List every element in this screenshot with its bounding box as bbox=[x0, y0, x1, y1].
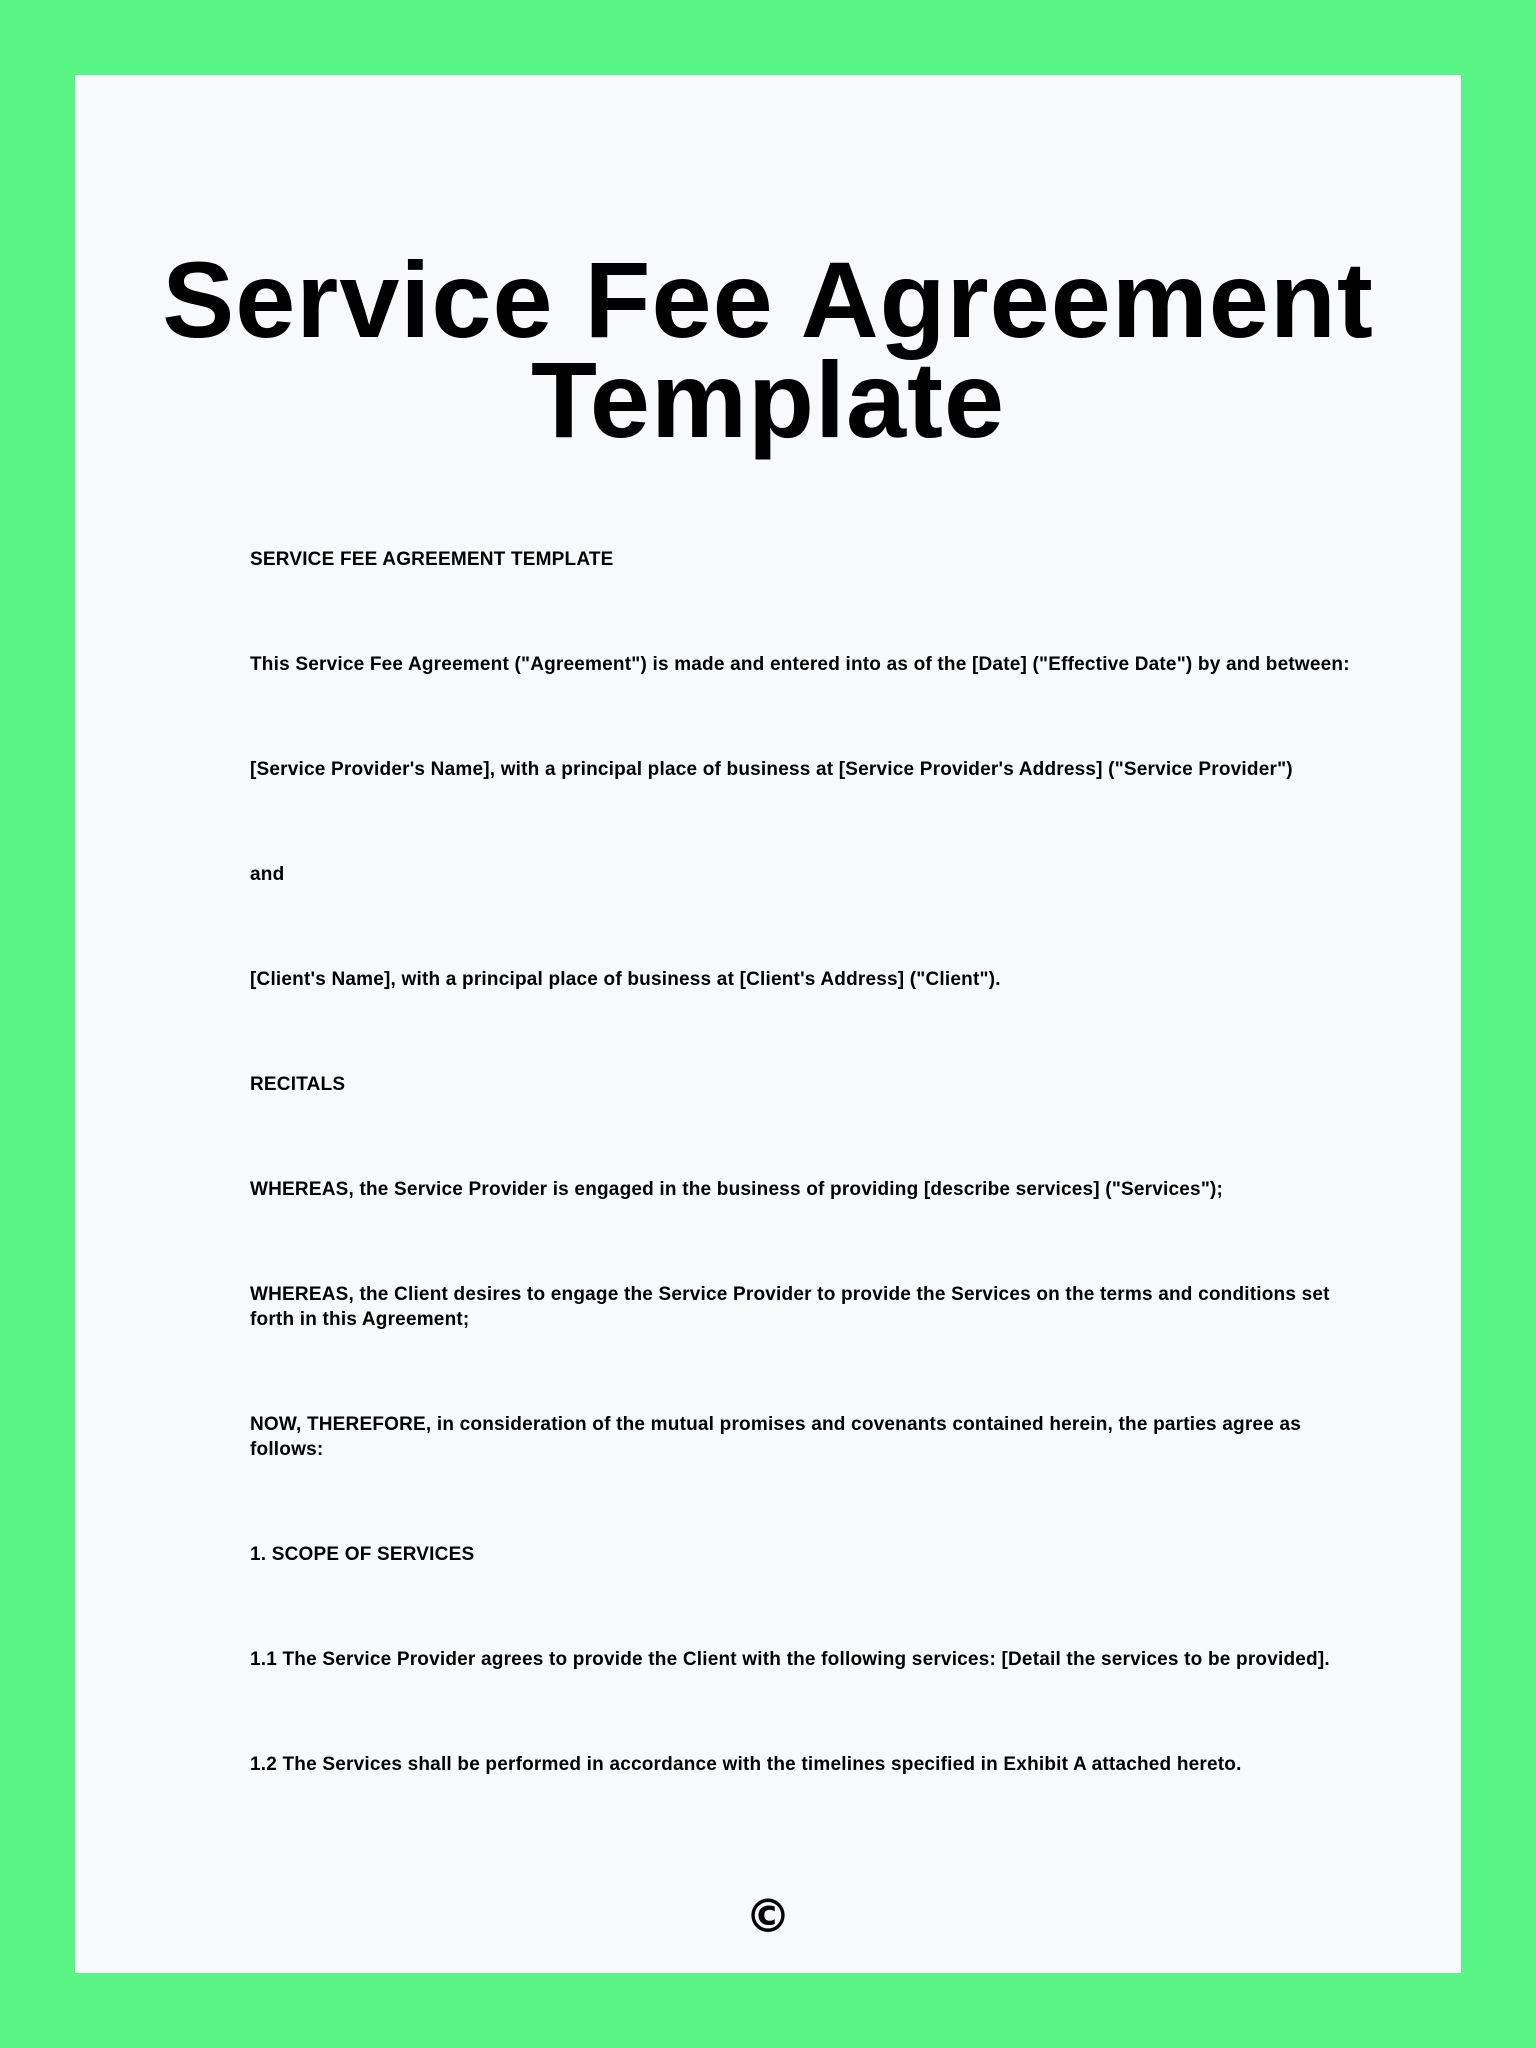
paragraph-intro: This Service Fee Agreement ("Agreement") is made and entered into as of the [Date] ("Effective Date") by and between: bbox=[250, 654, 1350, 675]
paragraph-whereas-provider: WHEREAS, the Service Provider is engaged in the business of providing [describe services] ("Services"); bbox=[250, 1179, 1224, 1200]
document-title bbox=[75, 239, 1461, 460]
paragraph-client: [Client's Name], with a principal place of business at [Client's Address] ("Client"). bbox=[250, 969, 1001, 990]
copyright-icon: © bbox=[745, 1889, 791, 1943]
heading-agreement: SERVICE FEE AGREEMENT TEMPLATE bbox=[250, 549, 614, 570]
title-line-1: Service Fee Agreement bbox=[162, 239, 1374, 360]
title-line-2: Template bbox=[530, 339, 1006, 460]
paragraph-now-therefore: NOW, THEREFORE, in consideration of the mutual promises and covenants contained herein, the parties agree as follows: bbox=[250, 1414, 1301, 1460]
paragraph-section-1-2: 1.2 The Services shall be performed in accordance with the timelines specified in Exhibit A attached hereto. bbox=[250, 1754, 1242, 1775]
paragraph-whereas-client: WHEREAS, the Client desires to engage the Service Provider to provide the Services on the terms and conditions set forth in this Agreement; bbox=[250, 1284, 1330, 1330]
paragraph-section-1-1: 1.1 The Service Provider agrees to provide the Client with the following services: [Detail the services to be provided]. bbox=[250, 1649, 1330, 1670]
document-body bbox=[250, 547, 1360, 1857]
paragraph-service-provider: [Service Provider's Name], with a principal place of business at [Service Provider's Address] ("Service Provider") bbox=[250, 759, 1293, 780]
heading-scope-of-services: 1. SCOPE OF SERVICES bbox=[250, 1544, 475, 1565]
paragraph-and: and bbox=[250, 864, 285, 885]
heading-recitals: RECITALS bbox=[250, 1074, 346, 1095]
document-page bbox=[75, 75, 1461, 1973]
